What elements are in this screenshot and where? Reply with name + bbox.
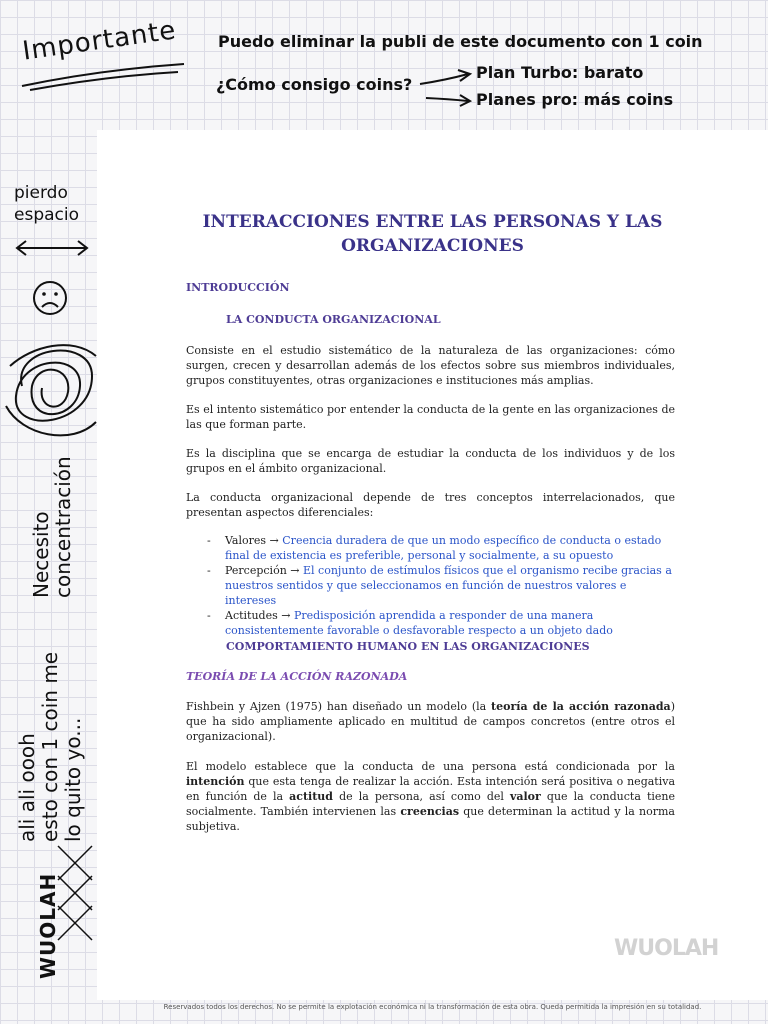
text-run: Fishbein y Ajzen (1975) han diseñado un modelo (la xyxy=(186,700,492,713)
necesito-note xyxy=(30,456,74,598)
underline-doodle-icon xyxy=(18,62,188,92)
list-definition: El conjunto de estímulos físicos que el organismo recibe gracias a nuestros sentidos y que seleccionamos en función de nuestros valores e intereses xyxy=(225,564,672,607)
coins-question: ¿Cómo consigo coins? xyxy=(216,75,413,94)
text-run: que esta tenga de realizar la acción. Esta intención será positiva o negativa en función de la xyxy=(186,775,675,803)
list-definition: Creencia duradera de que un modo específico de conducta o estado final de existencia es preferible, personal y socialmente, a su opuesto xyxy=(225,534,662,562)
dash-bullet: - xyxy=(207,534,211,547)
text-run: El modelo establece que la conducta de una persona está condicionada por la xyxy=(186,760,675,773)
note-line: Necesito xyxy=(29,511,53,598)
text-run: de la persona, así como del xyxy=(333,790,510,803)
list-item xyxy=(207,608,677,638)
list-term: Actitudes → xyxy=(225,609,291,622)
wuolah-side-logo: WUOLAH xyxy=(36,872,60,979)
note-line: ali ali oooh xyxy=(15,733,39,842)
bold-term: teoría de la acción razonada xyxy=(491,700,671,713)
promo-banner xyxy=(0,0,768,130)
note-line: espacio xyxy=(14,205,79,225)
paragraph-1: Consiste en el estudio sistemático de la naturaleza de las organizaciones: cómo surgen, crecen y desarrollan además de los efectos sobre sus miembros individuales, grupos constituyentes, otras organizaciones e instituciones más amplias. xyxy=(186,344,675,387)
paragraph-2: Es el intento sistemático por entender la conducta de la gente en las organizaciones de las que forman parte. xyxy=(186,403,675,431)
text-run: que la conducta tiene socialmente. También intervienen las xyxy=(186,790,676,818)
importante-tag: Importante xyxy=(20,15,179,67)
note-line: lo quito yo... xyxy=(61,717,85,842)
paragraph-3: Es la disciplina que se encarga de estudiar la conducta de los individuos y de los grupos en el ámbito organizacional. xyxy=(186,447,675,475)
list-item xyxy=(207,563,677,608)
sad-face-icon xyxy=(30,278,70,318)
double-arrow-icon xyxy=(14,238,90,258)
note-line: concentración xyxy=(51,456,75,598)
list-term: Valores → xyxy=(225,534,279,547)
planes-pro-link[interactable]: Planes pro: más coins xyxy=(476,90,674,109)
bold-term: creencias xyxy=(400,805,460,818)
footer-notice: Reservados todos los derechos. No se permite la explotación económica ni la transformación de esta obra. Queda permitida la impresión en su totalidad. xyxy=(163,1003,702,1011)
alli-note xyxy=(16,652,85,842)
document-title xyxy=(97,210,768,258)
paragraph-6 xyxy=(186,759,675,834)
title-line: INTERACCIONES ENTRE LAS PERSONAS Y LAS xyxy=(202,212,663,232)
pierdo-espacio-note xyxy=(14,182,79,226)
theory-heading: TEORÍA DE LA ACCIÓN RAZONADA xyxy=(186,670,408,683)
list-definition: Predisposición aprendida a responder de una manera consistentemente favorable o desfavorable respecto a un objeto dado xyxy=(225,609,613,637)
intro-heading: INTRODUCCIÓN xyxy=(186,281,290,294)
bold-term: valor xyxy=(509,790,541,803)
list-term: Percepción → xyxy=(225,564,300,577)
note-line: pierdo xyxy=(14,183,68,203)
paragraph-4: La conducta organizacional depende de tres conceptos interrelacionados, que presentan aspectos diferenciales: xyxy=(186,491,675,519)
arrow-icon xyxy=(418,68,474,90)
dash-bullet: - xyxy=(207,609,211,622)
text-run: que determinan la actitud y la norma subjetiva. xyxy=(186,805,675,833)
concepts-list xyxy=(207,533,677,638)
side-doodle-column xyxy=(0,130,97,1024)
wuolah-watermark: WUOLAH xyxy=(614,936,719,961)
text-run: ) que ha sido ampliamente aplicado en multitud de campos concretos (entre otros el organizacional). xyxy=(186,700,675,743)
bold-term: actitud xyxy=(289,790,333,803)
bold-term: intención xyxy=(186,775,245,788)
banner-headline: Puedo eliminar la publi de este documento con 1 coin xyxy=(218,32,703,51)
sub-heading: LA CONDUCTA ORGANIZACIONAL xyxy=(226,313,441,326)
title-line: ORGANIZACIONES xyxy=(341,236,524,256)
section-2-heading: COMPORTAMIENTO HUMANO EN LAS ORGANIZACIONES xyxy=(226,640,590,653)
note-line: esto con 1 coin me xyxy=(38,651,62,842)
cross-hatch-icon xyxy=(54,836,96,956)
scribble-icon xyxy=(2,326,97,446)
dash-bullet: - xyxy=(207,564,211,577)
arrow-icon xyxy=(424,92,474,108)
list-item xyxy=(207,533,677,563)
paragraph-5 xyxy=(186,699,675,744)
plan-turbo-link[interactable]: Plan Turbo: barato xyxy=(476,63,644,82)
